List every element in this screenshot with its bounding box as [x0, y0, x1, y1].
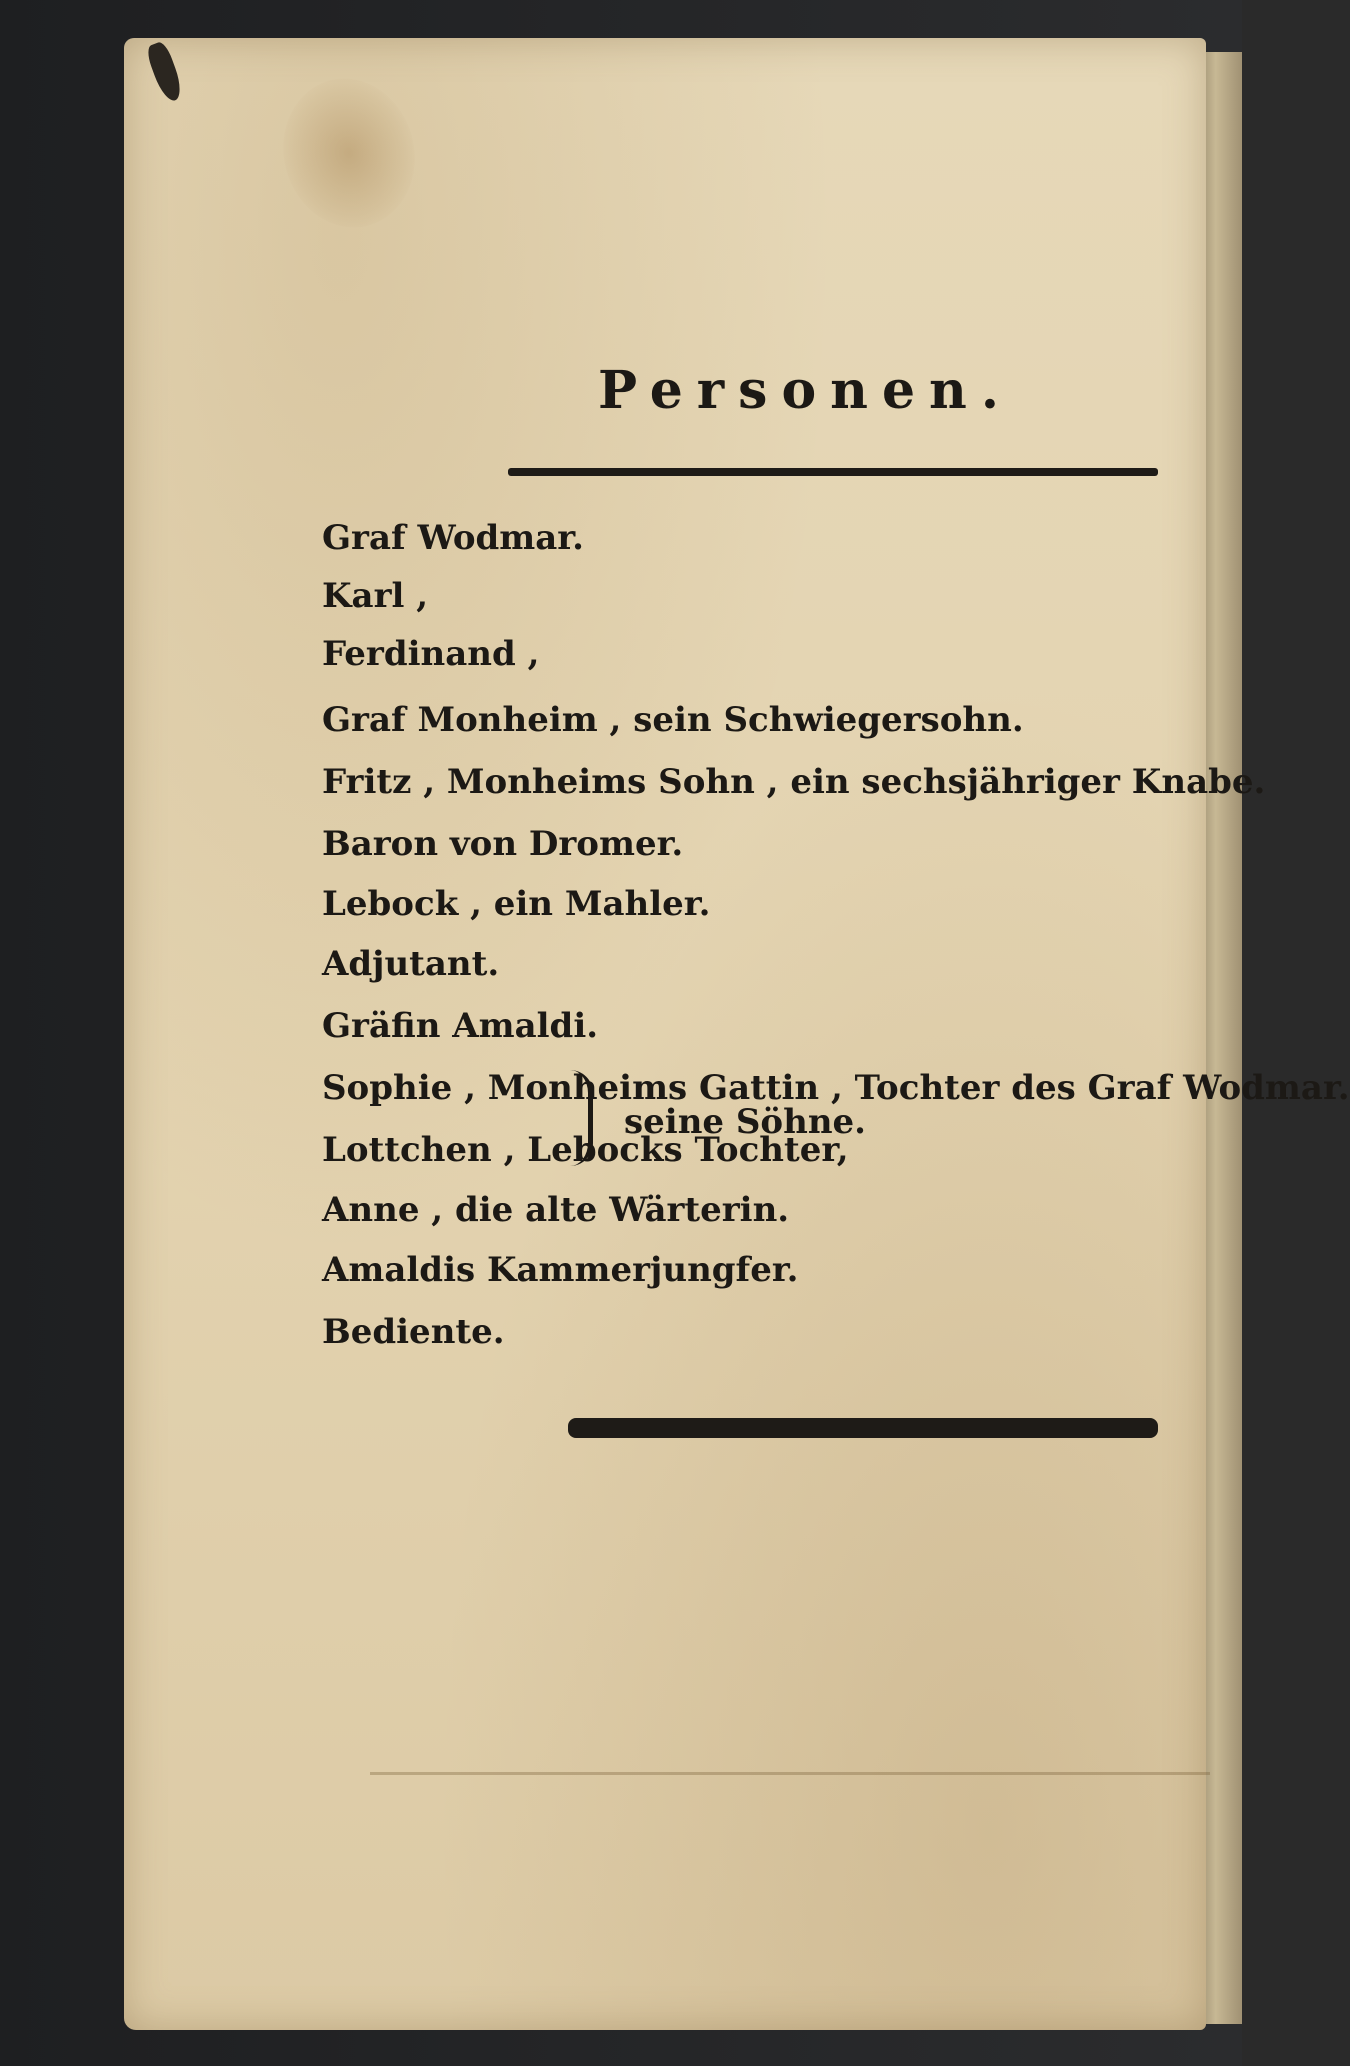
cast-entry-lebock: Lebock , ein Mahler. — [322, 884, 711, 924]
closing-rule — [568, 1418, 1158, 1438]
cast-entry-graf-wodmar: Graf Wodmar. — [322, 518, 584, 558]
cast-entry-graefin: Gräfin Amaldi. — [322, 1006, 599, 1046]
cast-entry-graf-monheim: Graf Monheim , sein Schwiegersohn. — [322, 700, 1024, 740]
page-fold-line — [370, 1772, 1210, 1775]
paper-page — [124, 38, 1350, 2030]
page-title: Personen. — [598, 360, 1013, 421]
cast-entry-bediente: Bediente. — [322, 1312, 505, 1352]
cast-entry-sons-label: seine Söhne. — [624, 1102, 867, 1142]
title-rule — [508, 468, 1158, 476]
cast-entry-adjutant: Adjutant. — [322, 944, 500, 984]
cast-entry-sophie: Sophie , Monheims Gattin , Tochter des Graf Wodmar. — [322, 1068, 1350, 1108]
cast-entry-baron: Baron von Dromer. — [322, 824, 684, 864]
cast-entry-karl: Karl , — [322, 576, 429, 616]
cast-entry-ferdinand: Ferdinand , — [322, 634, 540, 674]
paper-stain — [267, 64, 431, 243]
cast-entry-fritz: Fritz , Monheims Sohn , ein sechsjähriger Knabe. — [322, 762, 1266, 802]
cast-entry-lottchen: Lottchen , Lebocks Tochter, — [322, 1130, 849, 1170]
cast-entry-anne: Anne , die alte Wärterin. — [322, 1190, 790, 1230]
cast-entry-kammerjungfer: Amaldis Kammerjungfer. — [322, 1250, 799, 1290]
ink-blot — [144, 40, 185, 104]
